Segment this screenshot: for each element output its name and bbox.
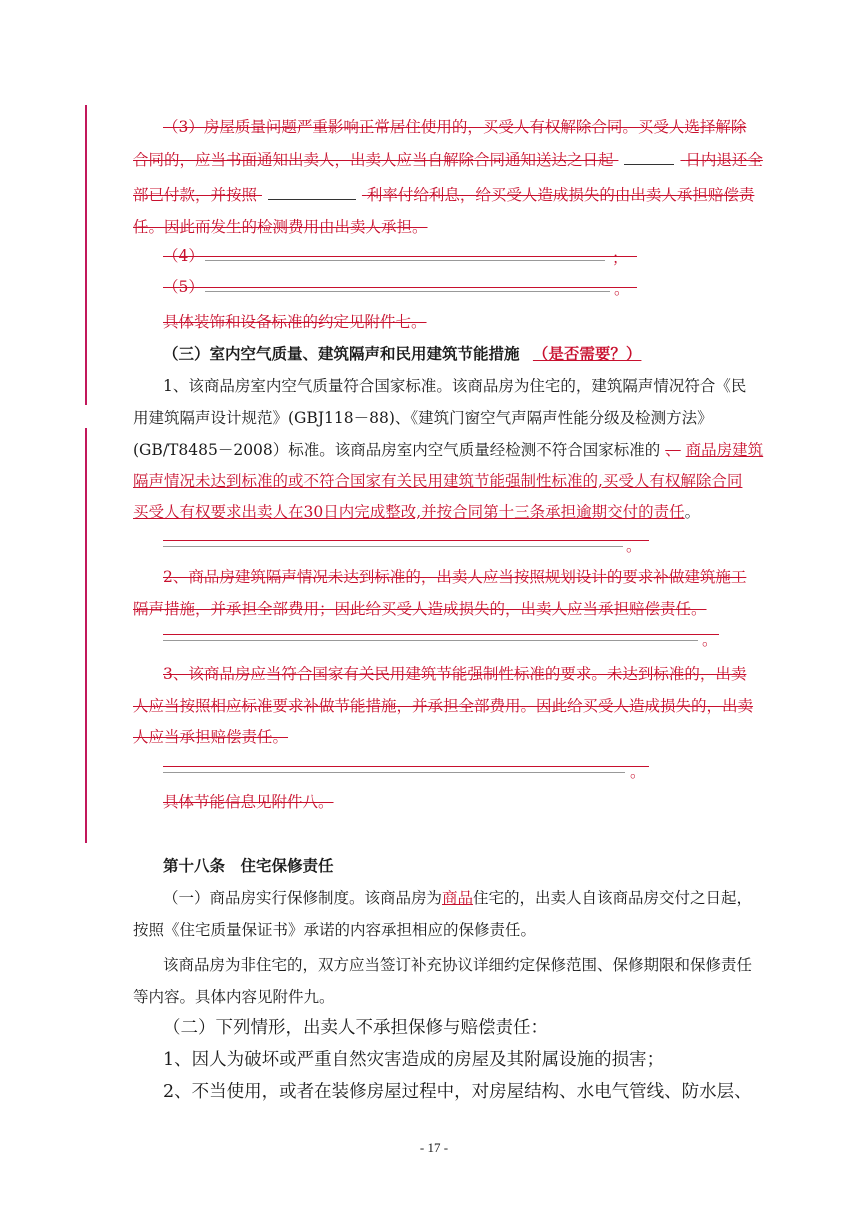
page-number: - 17 - (419, 1140, 449, 1155)
section3-question: （是否需要？） (532, 344, 642, 363)
clause3-line2-a: 合同的，应当书面通知出卖人，出卖人应当自解除合同通知送达之日起 (133, 151, 614, 169)
a18-p1-line1 (163, 888, 752, 908)
s3-blank-period-3: 。 (630, 763, 646, 781)
s3-p1-line3 (133, 440, 763, 460)
clause3-line3-a: 部已付款，并按照 (133, 186, 258, 204)
s3-p1-line5-end: 。 (684, 503, 701, 521)
s3-p3-line2: 人应当按照相应标准要求补做节能措施，并承担全部费用。因此给买受人造成损失的，出卖 (133, 697, 754, 715)
a18-p1-line1-b: 商品 (442, 889, 474, 907)
s3-p1-line5 (133, 502, 700, 522)
a18-p1-line1-a: （一）商品房实行保修制度。该商品房为 (163, 889, 443, 907)
s3-blank-line-2b (163, 640, 698, 641)
a18-p1-line2: 按照《住宅质量保证书》承诺的内容承担相应的保修责任。 (133, 921, 537, 939)
s3-p3-line1: 3、该商品房应当符合国家有关民用建筑节能强制性标准的要求。未达到标准的，出卖 (163, 665, 747, 683)
item5-strike (163, 287, 637, 288)
clause3-line2 (133, 150, 763, 170)
section3-heading (163, 344, 641, 364)
s3-p1-line3-c: 商品房建筑 (685, 441, 764, 459)
a18-p1-line1-c: 住宅的，出卖人自该商品房交付之日起， (473, 889, 753, 907)
a18-p5: 2、不当使用，或者在装修房屋过程中，对房屋结构、水电气管线、防水层、 (163, 1082, 752, 1102)
section3-title: （三）室内空气质量、建筑隔声和民用建筑节能措施 (163, 344, 520, 363)
s3-p1-line3-a: (GB/T8485－2008）标准。该商品房室内空气质量经检测不符合国家标准的 (133, 441, 661, 459)
clause3-line4: 任。因此而发生的检测费用由出卖人承担。 (133, 218, 428, 236)
s3-blank-line-2a (163, 634, 719, 635)
rate-blank (268, 185, 356, 200)
s3-p2-line2: 隔声措施，并承担全部费用；因此给买受人造成损失的，出卖人应当承担赔偿责任。 (133, 600, 707, 618)
s3-p1-line4: 隔声情况未达到标准的或不符合国家有关民用建筑节能强制性标准的,买受人有权解除合同 (133, 472, 743, 490)
a18-p3: （二）下列情形，出卖人不承担保修与赔偿责任： (163, 1018, 548, 1038)
s3-blank-period-1: 。 (626, 537, 642, 555)
a18-p4: 1、因人为破坏或严重自然灾害造成的房屋及其附属设施的损害； (163, 1050, 665, 1070)
clause3-line3-b: 利率付给利息，给买受人造成损失的由出卖人承担赔偿责 (366, 186, 755, 204)
item5-period: 。 (614, 280, 630, 298)
clause3-line3 (133, 185, 754, 205)
s3-p1-line1: 1、该商品房室内空气质量符合国家标准。该商品房为住宅的，建筑隔声情况符合《民 (163, 377, 747, 395)
s3-blank-line-1b (163, 546, 623, 547)
revision-bar-top (85, 105, 87, 405)
s3-blank-line-3a (163, 766, 649, 767)
item4-semicolon: ； (612, 249, 628, 267)
a18-p2-line1: 该商品房为非住宅的，双方应当签订补充协议详细约定保修范围、保修期限和保修责任 (163, 956, 753, 974)
item4-label: （4） (163, 247, 204, 265)
item4-strike (163, 256, 637, 257)
s3-p2-line1: 2、商品房建筑隔声情况未达到标准的，出卖人应当按照规划设计的要求补做建筑施工 (163, 568, 747, 586)
days-blank (624, 150, 674, 165)
clause3-line1: （3）房屋质量问题严重影响正常居住使用的，买受人有权解除合同。买受人选择解除 (163, 118, 747, 136)
s3-p1-line3-b: 、 (665, 441, 681, 459)
item5-blank-line (205, 291, 610, 292)
a18-p2-line2: 等内容。具体内容见附件九。 (133, 988, 335, 1006)
article18-title: 第十八条 住宅保修责任 (163, 856, 334, 875)
s3-p3-line3: 人应当承担赔偿责任。 (133, 728, 289, 746)
s3-p1-line2: 用建筑隔声设计规范》(GBJ118－88)、《建筑门窗空气声隔声性能分级及检测方法》 (133, 409, 713, 427)
energy-note-text: 具体节能信息见附件八。 (163, 793, 334, 811)
clause3-line2-b: 日内退还全 (685, 151, 763, 169)
decoration-note: 具体装饰和设备标准的约定见附件七。 (163, 313, 427, 331)
revision-bar-bottom (85, 428, 87, 843)
item5-label: （5） (163, 278, 204, 296)
s3-blank-line-1a (163, 540, 649, 541)
s3-p1-line5-text: 买受人有权要求出卖人在30日内完成整改,并按合同第十三条承担逾期交付的责任 (133, 503, 685, 521)
s3-blank-line-3b (163, 772, 625, 773)
energy-note (133, 792, 334, 812)
s3-blank-period-2: 。 (702, 631, 718, 649)
item4-blank-line (205, 260, 605, 261)
